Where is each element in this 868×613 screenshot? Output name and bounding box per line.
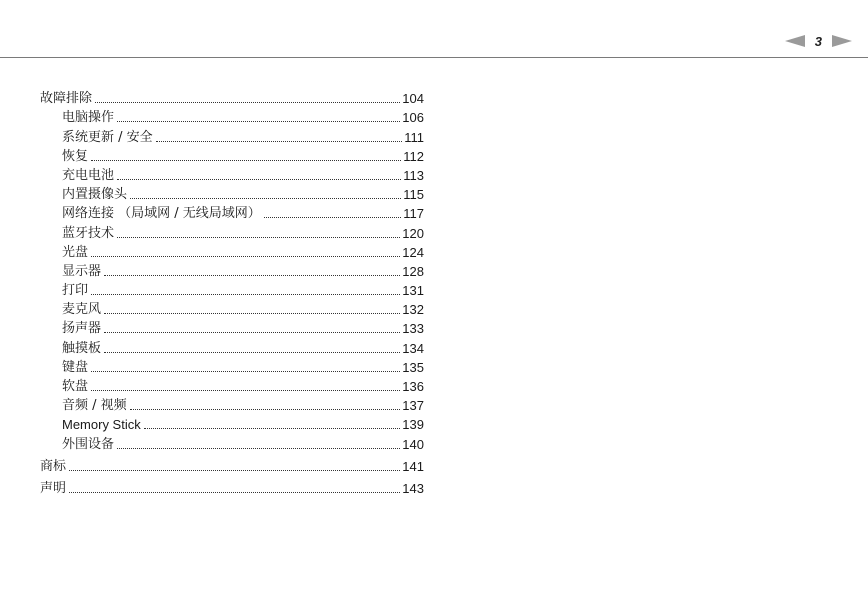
toc-entry-title: 触摸板 xyxy=(62,340,102,356)
toc-entry-floppy-disk[interactable] xyxy=(40,376,424,395)
toc-entry-page: 115 xyxy=(403,187,424,203)
toc-entry-speakers[interactable] xyxy=(40,318,424,337)
toc-entry-title: 恢复 xyxy=(62,148,89,164)
toc-entry-page: 117 xyxy=(403,206,424,222)
dot-leader xyxy=(156,141,403,142)
toc-entry-page: 106 xyxy=(402,110,424,126)
dot-leader xyxy=(117,179,401,180)
dot-leader xyxy=(95,102,400,103)
toc-entry-page: 140 xyxy=(402,436,424,452)
toc-entry-title: 故障排除 xyxy=(40,91,93,107)
dot-leader xyxy=(91,390,400,391)
toc-entry-page: 141 xyxy=(402,458,424,474)
dot-leader xyxy=(69,492,400,493)
toc-entry-page: 113 xyxy=(403,167,424,183)
toc-entry-page: 133 xyxy=(402,321,424,337)
dot-leader xyxy=(104,352,400,353)
toc-entry-title: 扬声器 xyxy=(62,321,102,337)
dot-leader xyxy=(91,160,401,161)
toc-entry-keyboard[interactable] xyxy=(40,357,424,376)
toc-entry-page: 135 xyxy=(402,359,424,375)
toc-entry-title: 音频 / 视频 xyxy=(62,398,127,414)
toc-entry-page: 143 xyxy=(402,480,424,496)
toc-entry-optical-disc[interactable] xyxy=(40,242,424,261)
next-page-arrow-icon[interactable] xyxy=(832,35,852,47)
toc-entry-title: 打印 xyxy=(62,283,89,299)
dot-leader xyxy=(104,332,400,333)
toc-entry-title: 软盘 xyxy=(62,379,89,394)
toc-entry-troubleshooting[interactable] xyxy=(40,88,424,107)
toc-entry-page: 136 xyxy=(402,379,424,394)
toc-entry-page: 132 xyxy=(402,302,424,318)
dot-leader xyxy=(91,294,400,295)
toc-entry-page: 137 xyxy=(402,398,424,414)
toc-entry-bluetooth[interactable] xyxy=(40,222,424,241)
dot-leader xyxy=(104,275,400,276)
dot-leader xyxy=(117,448,400,449)
dot-leader xyxy=(130,409,401,410)
toc-entry-microphone[interactable] xyxy=(40,299,424,318)
toc-entry-page: 120 xyxy=(402,225,424,241)
dot-leader xyxy=(104,313,400,314)
toc-entry-title: 光盘 xyxy=(62,244,89,260)
dot-leader xyxy=(69,470,400,471)
toc-entry-title: 充电电池 xyxy=(62,167,115,183)
toc-entry-printing[interactable] xyxy=(40,280,424,299)
dot-leader xyxy=(117,237,400,238)
toc-entry-title: 系统更新 / 安全 xyxy=(62,129,153,145)
previous-page-arrow-icon[interactable] xyxy=(785,35,805,47)
toc-entry-touchpad[interactable] xyxy=(40,337,424,356)
toc-entry-audio-video[interactable] xyxy=(40,395,424,414)
page-header xyxy=(0,0,868,58)
dot-leader xyxy=(144,428,401,429)
toc-entry-page: 134 xyxy=(402,340,424,356)
dot-leader xyxy=(117,121,400,122)
toc-entry-system-update[interactable] xyxy=(40,126,424,145)
toc-entry-computer-operation[interactable] xyxy=(40,107,424,126)
toc-entry-title: 蓝牙技术 xyxy=(62,225,115,241)
toc-entry-page: 111 xyxy=(404,129,424,145)
page-navigator xyxy=(785,32,852,50)
toc-entry-title: 显示器 xyxy=(62,263,102,279)
toc-entry-display[interactable] xyxy=(40,261,424,280)
toc-entry-trademarks[interactable] xyxy=(40,456,424,475)
dot-leader xyxy=(91,256,400,257)
toc-entry-title: 麦克风 xyxy=(62,302,102,318)
toc-entry-title: 内置摄像头 xyxy=(62,187,128,203)
table-of-contents xyxy=(40,88,424,497)
toc-entry-network[interactable] xyxy=(40,203,424,222)
toc-entry-page: 112 xyxy=(403,148,424,164)
toc-entry-page: 131 xyxy=(402,283,424,299)
toc-entry-camera[interactable] xyxy=(40,184,424,203)
toc-entry-title: 键盘 xyxy=(62,359,89,375)
toc-entry-page: 128 xyxy=(402,263,424,279)
toc-entry-title: 声明 xyxy=(40,480,67,496)
toc-entry-title: 外围设备 xyxy=(62,436,115,452)
toc-entry-battery[interactable] xyxy=(40,165,424,184)
dot-leader xyxy=(264,217,401,218)
toc-entry-page: 139 xyxy=(402,417,424,433)
toc-entry-notice[interactable] xyxy=(40,478,424,497)
toc-entry-peripherals[interactable] xyxy=(40,433,424,452)
dot-leader xyxy=(130,198,401,199)
toc-entry-title: Memory Stick xyxy=(62,417,141,433)
toc-entry-memory-stick[interactable] xyxy=(40,414,424,433)
dot-leader xyxy=(91,371,400,372)
toc-entry-page: 104 xyxy=(402,91,424,107)
page-number: 3 xyxy=(814,33,822,49)
toc-entry-page: 124 xyxy=(402,244,424,260)
toc-entry-title: 网络连接 （局域网 / 无线局域网） xyxy=(62,206,261,222)
header-divider xyxy=(0,57,868,58)
toc-entry-title: 电脑操作 xyxy=(62,110,115,126)
toc-entry-recovery[interactable] xyxy=(40,146,424,165)
toc-entry-title: 商标 xyxy=(40,458,67,474)
